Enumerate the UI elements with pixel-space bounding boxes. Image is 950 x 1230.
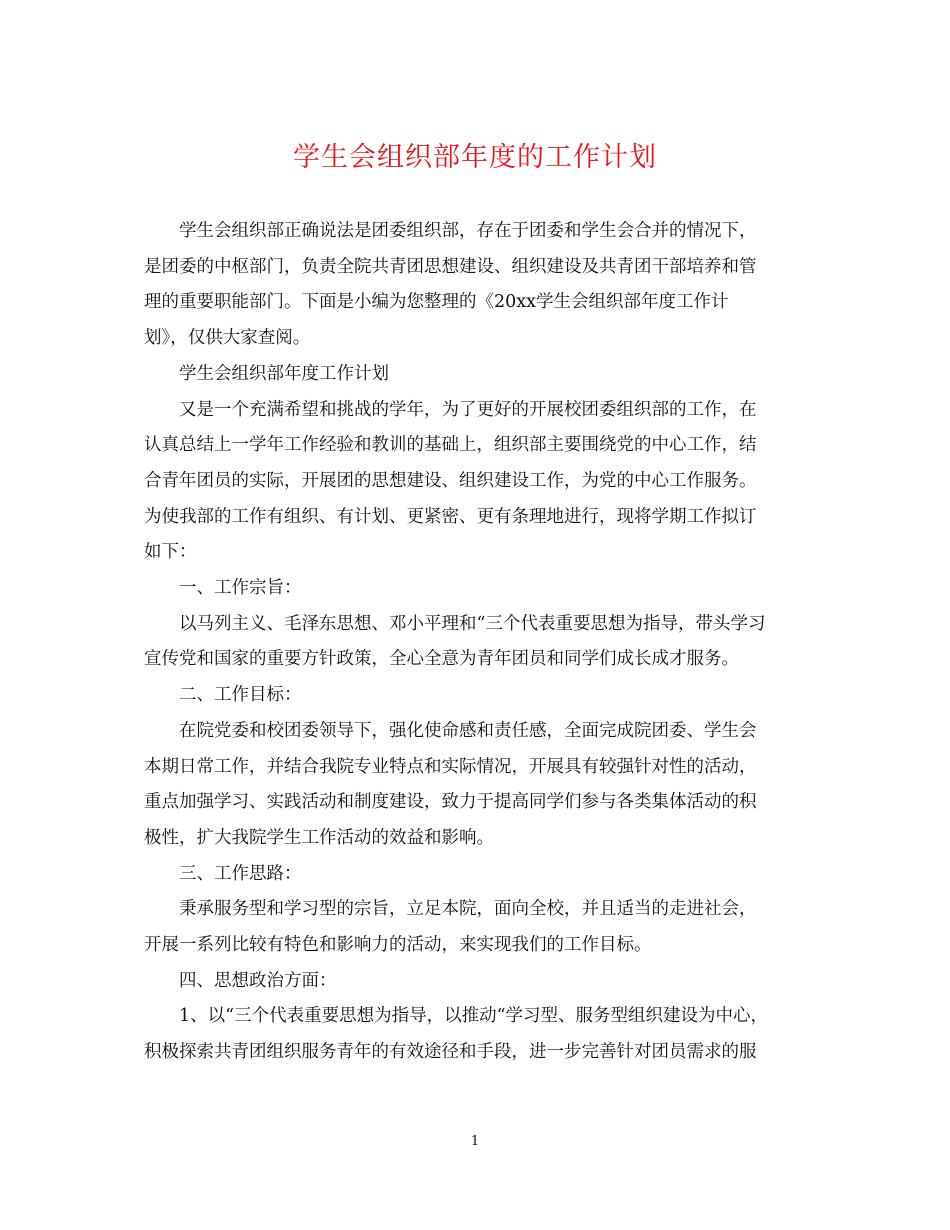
paragraph-purpose xyxy=(144,607,806,678)
text-line: 又是一个充满希望和挑战的学年，为了更好的开展校团委组织部的工作，在 xyxy=(179,399,757,420)
text-line: 秉承服务型和学习型的宗旨，立足本院，面向全校，并且适当的走进社会， xyxy=(179,899,757,920)
document-title: 学生会组织部年度的工作计划 xyxy=(293,142,657,173)
paragraph-intro xyxy=(144,214,806,357)
text-line: 开展一系列比较有特色和影响力的活动，来实现我们的工作目标。 xyxy=(144,935,652,956)
text-line: 重点加强学习、实践活动和制度建设，致力于提高同学们参与各类集体活动的积 xyxy=(144,792,757,813)
text-line: 二、工作目标： xyxy=(179,685,302,706)
section-heading-approach xyxy=(144,857,806,893)
paragraph-goals xyxy=(144,714,806,857)
text-line: 学生会组织部年度工作计划 xyxy=(179,363,389,384)
text-line: 在院党委和校团委领导下，强化使命感和责任感，全面完成院团委、学生会 xyxy=(179,720,757,741)
section-heading-purpose xyxy=(144,571,806,607)
document-body xyxy=(144,214,806,1071)
text-line: 积极探索共青团组织服务青年的有效途径和手段，进一步完善针对团员需求的服 xyxy=(144,1042,757,1063)
paragraph-opening xyxy=(144,393,806,572)
text-line: 理的重要职能部门。下面是小编为您整理的《20xx学生会组织部年度工作计 xyxy=(144,292,729,313)
section-heading-politics xyxy=(144,964,806,1000)
text-line: 本期日常工作，并结合我院专业特点和实际情况，开展具有较强针对性的活动， xyxy=(144,756,757,777)
text-line: 以马列主义、毛泽东思想、邓小平理和“三个代表重要思想为指导，带头学习 xyxy=(179,613,766,634)
text-line: 宣传党和国家的重要方针政策，全心全意为青年团员和同学们成长成才服务。 xyxy=(144,649,739,670)
paragraph-subtitle xyxy=(144,357,806,393)
paragraph-approach xyxy=(144,892,806,963)
text-line: 学生会组织部正确说法是团委组织部，存在于团委和学生会合并的情况下， xyxy=(179,221,757,241)
section-heading-goals xyxy=(144,678,806,714)
text-line: 如下： xyxy=(144,542,197,563)
text-line: 四、思想政治方面： xyxy=(179,970,337,991)
text-line: 认真总结上一学年工作经验和教训的基础上，组织部主要围绕党的中心工作，结 xyxy=(144,435,757,456)
text-line: 三、工作思路： xyxy=(179,863,302,884)
text-line: 极性，扩大我院学生工作活动的效益和影响。 xyxy=(144,827,494,848)
text-line: 合青年团员的实际，开展团的思想建设、组织建设工作，为党的中心工作服务。 xyxy=(144,470,757,491)
paragraph-politics-1 xyxy=(144,999,806,1070)
page-number: 1 xyxy=(470,1134,480,1149)
text-line: 一、工作宗旨： xyxy=(179,578,302,599)
text-line: 划》，仅供大家查阅。 xyxy=(144,328,311,349)
text-line: 为使我部的工作有组织、有计划、更紧密、更有条理地进行，现将学期工作拟订 xyxy=(144,506,757,527)
text-line: 是团委的中枢部门，负责全院共青团思想建设、组织建设及共青团干部培养和管 xyxy=(144,256,757,277)
text-line: 1、以“三个代表重要思想为指导，以推动“学习型、服务型组织建设为中心， xyxy=(179,1006,769,1027)
